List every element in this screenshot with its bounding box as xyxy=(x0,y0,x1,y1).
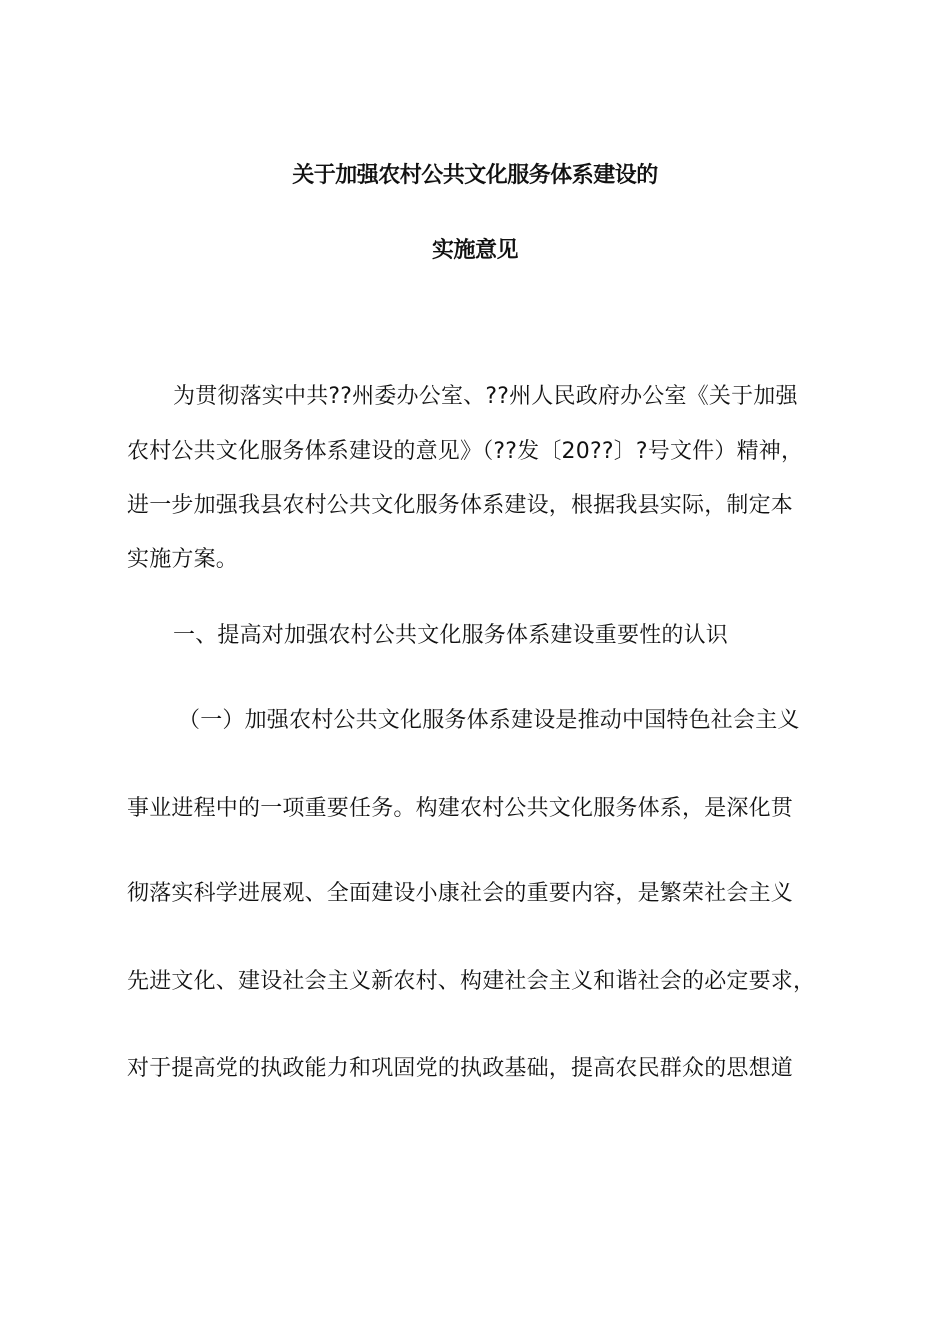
body-line: 先进文化、建设社会主义新农村、构建社会主义和谐社会的必定要求， xyxy=(127,969,816,994)
body-line: 对于提高党的执政能力和巩固党的执政基础，提高农民群众的思想道 xyxy=(127,1056,794,1081)
intro-line: 进一步加强我县农村公共文化服务体系建设，根据我县实际，制定本 xyxy=(127,493,794,518)
intro-line: 农村公共文化服务体系建设的意见》（??发〔20??〕?号文件）精神， xyxy=(127,439,804,464)
intro-line: 为贯彻落实中共??州委办公室、??州人民政府办公室《关于加强 xyxy=(173,384,798,409)
document-title-line-2: 实施意见 xyxy=(431,238,518,263)
section-heading: 一、提高对加强农村公共文化服务体系建设重要性的认识 xyxy=(173,623,729,648)
document-title-line-1: 关于加强农村公共文化服务体系建设的 xyxy=(292,163,658,188)
body-line: 彻落实科学进展观、全面建设小康社会的重要内容，是繁荣社会主义 xyxy=(127,881,794,906)
intro-line: 实施方案。 xyxy=(127,547,239,572)
body-line: （一）加强农村公共文化服务体系建设是推动中国特色社会主义 xyxy=(178,708,800,733)
body-line: 事业进程中的一项重要任务。构建农村公共文化服务体系，是深化贯 xyxy=(127,796,794,821)
